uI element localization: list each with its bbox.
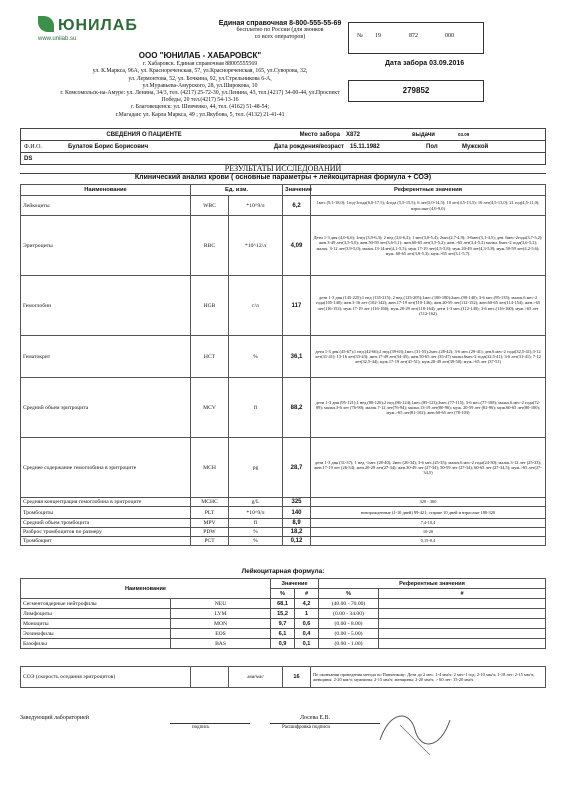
result-row (21, 528, 546, 537)
formula-table (20, 578, 546, 649)
formula-name: Эозинофилы (21, 629, 171, 639)
result-ref: 1мес (9,1-18,0); 1год-3года(6,0-17,5); 4года (5,5-15,5); 6 лет(5,0-14,5); 10 лет(4,5-13,5); 16 лет(4,5-13,0); 21 год(4,5-11,0); взрослые (4,0-9,0) (311, 196, 546, 216)
result-ref: дети 1-3 дня (145-225);1 нед (135-215); 2 нед.(125-205);1мес.(100-180);2мес.(90-140); 3-6 мес.(95-135); мальч.6 мес-2 года(105-140); жен.3-16 лет (102-142); жен.17-19 лет(110-146); жен.20-59 лет(112-152); жен.60-65 лет(114-154); жен.>65 лет(116-152); муж.17-19 лет (116-166); муж.20-29 лет(118-164); дети 1-3 мес.(112-140); 3-6 мес.(116-160); муж.>65 лет (112-162) (311, 276, 546, 336)
result-value: 8,9 (283, 519, 311, 528)
result-row (21, 537, 546, 546)
result-row (21, 507, 546, 519)
result-abbr: PLT (191, 507, 229, 519)
fio-value: Булатов Борис Борисович (68, 143, 149, 150)
sex-label: Пол (426, 143, 438, 150)
result-abbr: HGB (191, 276, 229, 336)
formula-ref-abs-header: # (379, 589, 546, 599)
results-header-row (21, 185, 546, 196)
esr-row (21, 667, 546, 688)
esr-value: 16 (283, 667, 311, 688)
formula-row (21, 599, 546, 609)
result-row (21, 378, 546, 438)
result-abbr: MCV (191, 378, 229, 438)
result-abbr: MPV (191, 519, 229, 528)
result-abbr: PDW (191, 528, 229, 537)
name-line (270, 723, 380, 724)
esr-unit: мм/час (229, 667, 283, 688)
result-value: 88,2 (283, 378, 311, 438)
formula-ref-pct: (0.00 - 1.00) (319, 639, 379, 649)
result-abbr: MCH (191, 438, 229, 498)
formula-pct: 9,7 (271, 619, 295, 629)
esr-ref: По окончании проведения метода по Панченкову: Дети до 2 мес: 1-4 мм/ч; 2 мес-1 год: 2-10 мм/ч; 1-18 лет: 2-15 мм/ч; женщины: 2-20 мм/ч; мужчины: 2-15 мм/ч; женщины: 2-20 мм/ч; > 60 лет: 15-20 мм/ч (311, 667, 546, 688)
result-ref: Дети 1-3 дня (4,0-6,6); 1нед (3,9-6,3); 2 нед (3,6-6,2); 1 мес(3,0-5,4); 2мес(2,7-4,9); 3-6мес(3,1-4,5); дев. 6мес-2года(3,7-5,2); жен.3-49 лет(3,5-5,0); жен.50-59 лет(3,6-5,1); жен.60-65 лет(3,5-5,2); жен.>65 лет(3,4-5,2) мальч. 6мес-2 года(3,6-5,2); мальч. 3-12 лет(3,9-5,0); мальч.13-14лет(4,1-5,5); муж.17-19 лет(4,5-5,8); муж.20-49 лет(4,3-5,8); муж.50-59 лет(4,2-5,6); муж. 60-65 лет(3,9-5,3); муж.>65 лет(3,1-5,7). (311, 216, 546, 276)
result-value: 28,7 (283, 438, 311, 498)
issue-label: выдачи (412, 131, 435, 138)
org-line: г.Магадан: ул. Карла Маркса, 49 ; ул.Якубова, 5, тел. (4132) 21-41-41 (115, 111, 285, 118)
result-abbr: RBC (191, 216, 229, 276)
hotline-note-1: бесплатно по России (для звонков (236, 27, 324, 33)
formula-pct: 6,1 (271, 629, 295, 639)
formula-name: Лимфоциты (21, 609, 171, 619)
result-value: 117 (283, 276, 311, 336)
col-name-header: Наименование (21, 185, 191, 196)
order-id: 279852 (348, 80, 484, 102)
formula-abs-header: # (295, 589, 319, 599)
formula-pct: 0,9 (271, 639, 295, 649)
results-table (20, 184, 546, 546)
fio-label: Ф.И.О. (24, 143, 42, 150)
formula-pct-header: % (271, 589, 295, 599)
result-value: 4,09 (283, 216, 311, 276)
result-row (21, 519, 546, 528)
result-value: 18,2 (283, 528, 311, 537)
ds-label: DS (24, 155, 33, 162)
formula-ref-header: Референтные значения (319, 579, 546, 589)
result-row (21, 498, 546, 507)
brand-logo (38, 16, 188, 42)
result-ref: 7,4-10,4 (311, 519, 546, 528)
head-name: Лосева Е.В. (300, 715, 331, 721)
org-name: ООО "ЮНИЛАБ - ХАБАРОВСК" (138, 51, 262, 60)
result-name: Средний объем эритроцита (21, 378, 191, 438)
col-unit-header: Ед. изм. (191, 185, 283, 196)
hotline-note-2: со всех операторов) (254, 34, 306, 40)
brand-name: ЮНИЛАБ (58, 17, 138, 34)
formula-ref-pct: (0.00 - 34.00) (319, 609, 379, 619)
formula-abbr: NEU (171, 599, 271, 609)
formula-abs: 0,4 (295, 629, 319, 639)
decode-caption: Расшифровка подписи (282, 725, 330, 730)
issue-value: 03.09 (458, 132, 470, 137)
result-unit: fl (229, 519, 283, 528)
result-unit: г/л (229, 276, 283, 336)
formula-abbr: LYM (171, 609, 271, 619)
result-abbr: MCHC (191, 498, 229, 507)
formula-name: Моноциты (21, 619, 171, 629)
result-ref: дети 1-3 дня (45-67);1 нед.(42-66);2 нед.(39-63);1мес.(31-55);2мес.(28-42); 3-6 мес.(29-41); дев.6 мес-2 года(32,5-41);3-12 лет(31-41); 13-16 лет(33-43); жен.17-49 лет(34-45); жен.50-65 лет (35-47) мальч.6мес-2 года(32,5-41); 3-6 лет(31-41); 7-12 лет(32,5-44); муж.17-19 лет(41-51); муж.20-49 лет(39-50); муж.>65 лет (37-51) (311, 336, 546, 378)
result-row (21, 196, 546, 216)
results-subtitle: Клинический анализ крови ( основные параметры + лейкоцитарная формула + СОЭ) (134, 174, 432, 181)
order-number-box (348, 22, 484, 54)
formula-ref-abs (379, 609, 546, 619)
result-ref: дети 1-3 дня (95-121);1 нед.(88-126);2 нед.(86-124);1мес.(85-123);2мес.(77-115); 3-6 мес.(77-108); мальч.6 мес-2 года(72-89); мальч.3-6 лет (76-90); мальч.7-12 лет(76-94); мальч.13-19 лет(80-96); муж. 20-59 лет (82-96); муж.60-65 лет(80-100); муж.>65 лет(81-102); жен.60-65 лет (78-103) (311, 378, 546, 438)
brand-url: www.unilab.su (38, 36, 77, 42)
formula-value-header: Значение (271, 579, 319, 589)
org-line: ул. К.Маркса, 96А, ул. Краснореченская, 57, ул.Краснореченская, 165, ул.Суворова, 32, (92, 68, 308, 75)
esr-table (20, 666, 546, 688)
result-ref: 320 - 360 (311, 498, 546, 507)
formula-row (21, 609, 546, 619)
formula-name: Базофилы (21, 639, 171, 649)
result-unit: fl (229, 378, 283, 438)
patient-section-title: СВЕДЕНИЯ О ПАЦИЕНТЕ (106, 131, 182, 138)
result-abbr: WBC (191, 196, 229, 216)
formula-pct: 15,2 (271, 609, 295, 619)
collection-date: Дата забора 03.09.2016 (385, 60, 465, 67)
formula-ref-abs (379, 599, 546, 609)
formula-name: Сегментоядерные нейтрофилы (21, 599, 171, 609)
leaf-icon (38, 16, 54, 32)
formula-ref-abs (379, 629, 546, 639)
result-ref: новорожденные (1-10 дней) 99-421; старше 10 дней и взрослые 180-320 (311, 507, 546, 519)
result-row (21, 336, 546, 378)
formula-row (21, 629, 546, 639)
formula-row (21, 639, 546, 649)
esr-name: СОЭ (скорость оседания эритроцитов) (21, 667, 191, 688)
result-unit: pg (229, 438, 283, 498)
result-ref: 10-20 (311, 528, 546, 537)
num-label: № (357, 33, 363, 39)
result-ref: дети 1-3 дня (31-37); 1 нед.-1мес (28-40); 2мес (26-34); 3-6 мес.(25-35); мальч.6 мес-2 года(24-30); мальч.3-12 лет (25-33); жен.17-19 лет (26-34); жен.20-29 лет(27-34); жен.30-49 лет (27-34); 50-59 лет (27-34); 60-65 лет (27-34,5); муж.>65 лет(27-34,5) (311, 438, 546, 498)
hotline-phone: Единая справочная 8-800-555-55-69 (218, 20, 342, 27)
result-unit: g/L (229, 498, 283, 507)
signature-line (170, 723, 250, 724)
formula-abbr: BAS (171, 639, 271, 649)
lab-stamp (370, 700, 460, 760)
result-name: Гематокрит (21, 336, 191, 378)
sex-value: Мужской (462, 143, 489, 150)
formula-pct: 68,1 (271, 599, 295, 609)
formula-ref-pct-header: % (319, 589, 379, 599)
result-ref: 0,15-0,4 (311, 537, 546, 546)
results-title: РЕЗУЛЬТАТЫ ИССЛЕДОВАНИЙ (20, 164, 546, 174)
result-abbr: HCT (191, 336, 229, 378)
result-unit: *10^12/л (229, 216, 283, 276)
formula-ref-pct: (40.00 - 70.00) (319, 599, 379, 609)
org-line: г. Комсомольск-на-Амуре: ул. Ленина, 34/3, тел. (4217) 25-72-30, ул.Ленина, 43, тел.(4217) 34-00-44, ул.Проспект (60, 90, 340, 97)
place-label: Место забора (299, 131, 340, 138)
result-row (21, 216, 546, 276)
result-unit: % (229, 528, 283, 537)
result-value: 6,2 (283, 196, 311, 216)
result-name: Среднее содержание гемоглобина в эритроците (21, 438, 191, 498)
result-name: Разброс тромбоцитов по размеру (21, 528, 191, 537)
head-label: Заведующий лабораторией (20, 715, 89, 721)
result-abbr: PCT (191, 537, 229, 546)
result-name: Гемоглобин (21, 276, 191, 336)
org-line: Победы, 20 тел.(4217) 54-13-16 (161, 97, 239, 104)
formula-ref-abs (379, 639, 546, 649)
result-name: Эритроциты (21, 216, 191, 276)
result-unit: *10^9/л (229, 196, 283, 216)
num-c: 000 (445, 33, 454, 39)
result-value: 0,12 (283, 537, 311, 546)
formula-ref-abs (379, 619, 546, 629)
formula-abs: 4,2 (295, 599, 319, 609)
org-line: г. Благовещенск: ул. Шевченко, 44, тел. (4162) 51-48-54; (131, 104, 269, 111)
formula-abs: 0,1 (295, 639, 319, 649)
formula-abbr: MON (171, 619, 271, 629)
result-name: Средняя концентрация гемоглобина в эритроците (21, 498, 191, 507)
formula-row (21, 619, 546, 629)
result-unit: % (229, 537, 283, 546)
formula-abs: 1 (295, 609, 319, 619)
place-value: Х872 (346, 131, 361, 138)
org-line: ул. Лермонтова, 52, ул. Бочкина, 92, ул.Стрельникова 6-А, (128, 75, 272, 82)
signature-caption: подпись (192, 725, 210, 730)
formula-title: Лейкоцитарная формула: (241, 568, 325, 575)
col-ref-header: Референтные значения (311, 185, 546, 196)
num-a: 19 (375, 33, 381, 39)
dob-label: Дата рождения/возраст (273, 143, 344, 150)
org-block (60, 52, 340, 119)
result-row (21, 276, 546, 336)
formula-abs: 0,6 (295, 619, 319, 629)
result-name: Лейкоциты (21, 196, 191, 216)
col-value-header: Значение (283, 185, 311, 196)
result-unit: *10^9/л (229, 507, 283, 519)
dob-value: 15.11.1982 (350, 143, 380, 150)
result-value: 325 (283, 498, 311, 507)
patient-block (20, 128, 546, 165)
formula-name-header: Наименование (21, 579, 271, 599)
formula-ref-pct: (0.00 - 8.00) (319, 619, 379, 629)
org-line: г. Хабаровск. Единая справочная 88005555569 (142, 61, 258, 68)
num-b: 872 (409, 33, 418, 39)
result-unit: % (229, 336, 283, 378)
result-value: 36,1 (283, 336, 311, 378)
hotline-block (210, 20, 350, 41)
result-value: 140 (283, 507, 311, 519)
result-name: Тромбоциты (21, 507, 191, 519)
result-name: Тромбокрит (21, 537, 191, 546)
org-line: ул.Муравьева-Амурского, 28, ул.Широкова, 10 (142, 82, 258, 89)
formula-ref-pct: (0.00 - 5.00) (319, 629, 379, 639)
result-name: Средний объем тромбоцита (21, 519, 191, 528)
formula-abbr: EOS (171, 629, 271, 639)
result-row (21, 438, 546, 498)
